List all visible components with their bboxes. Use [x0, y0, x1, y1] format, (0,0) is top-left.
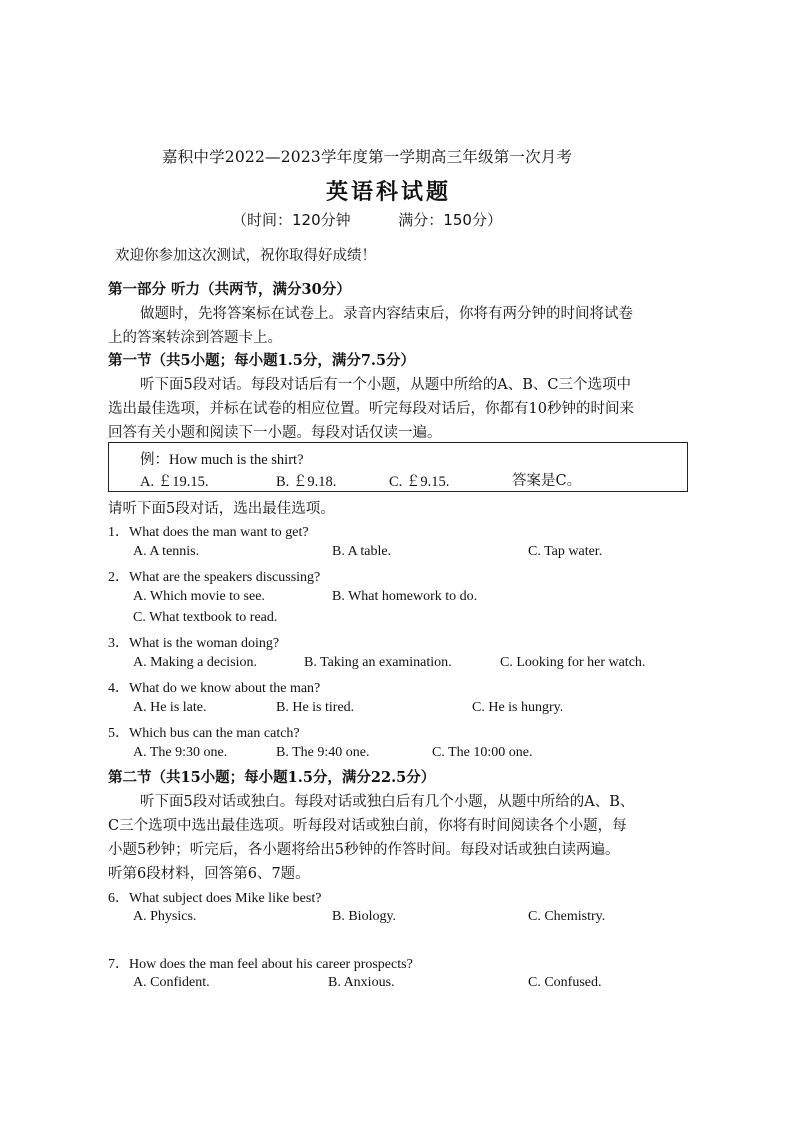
- option-c: C. Looking for her watch.: [500, 655, 646, 670]
- option-b: B. Anxious.: [328, 975, 395, 990]
- welcome-text: 欢迎你参加这次测试，祝你取得好成绩！: [115, 248, 376, 264]
- question-stem: 4．What do we know about the man?: [108, 681, 321, 696]
- question-stem: 2．What are the speakers discussing?: [108, 570, 321, 585]
- option-c: C. What textbook to read.: [133, 610, 278, 625]
- time-info: （时间：120分钟 满分：150分）: [232, 211, 502, 229]
- option-c: C. Tap water.: [528, 544, 603, 559]
- part1-instruction-line: 做题时，先将答案标在试卷上。录音内容结束后，你将有两分钟的时间将试卷: [140, 306, 633, 322]
- option-b: B. Taking an examination.: [304, 655, 452, 670]
- example-question: 例：How much is the shirt?: [140, 452, 304, 468]
- example-answer: 答案是C。: [512, 473, 582, 489]
- section1-instruction-line: 选出最佳选项，并标在试卷的相应位置。听完每段对话后，你都有10秒钟的时间来: [108, 401, 634, 417]
- question-stem: 7．How does the man feel about his career prospects?: [108, 957, 413, 972]
- example-option-c: C. ￡9.15.: [389, 474, 450, 490]
- option-a: A. A tennis.: [133, 544, 200, 559]
- section1-instruction-line: 回答有关小题和阅读下一小题。每段对话仅读一遍。: [108, 425, 442, 441]
- option-b: B. He is tired.: [276, 700, 355, 715]
- option-c: C. Confused.: [528, 975, 602, 990]
- section2-instruction-line: 小题5秒钟；听完后，各小题将给出5秒钟的作答时间。每段对话或独白读两遍。: [108, 842, 620, 858]
- option-a: A. Confident.: [133, 975, 210, 990]
- option-b: B. A table.: [332, 544, 392, 559]
- question-stem: 5．Which bus can the man catch?: [108, 726, 300, 741]
- option-b: B. Biology.: [332, 909, 397, 924]
- listen-prompt: 请听下面5段对话，选出最佳选项。: [108, 501, 335, 517]
- question-stem: 1．What does the man want to get?: [108, 525, 309, 540]
- example-option-b: B. ￡9.18.: [276, 474, 337, 490]
- school-title: 嘉积中学2022—2023学年度第一学期高三年级第一次月考: [162, 148, 573, 166]
- section1-heading: 第一节（共5小题；每小题1.5分，满分7.5分）: [108, 352, 416, 369]
- option-a: A. Which movie to see.: [133, 589, 265, 604]
- material-prompt: 听第6段材料，回答第6、7题。: [108, 866, 310, 882]
- section2-instruction-line: 听下面5段对话或独白。每段对话或独白后有几个小题，从题中所给的A、B、: [140, 794, 635, 810]
- part1-heading: 第一部分 听力（共两节，满分30分）: [108, 281, 351, 298]
- section2-instruction-line: C三个选项中选出最佳选项。听每段对话或独白前，你将有时间阅读各个小题，每: [108, 818, 627, 834]
- option-a: A. He is late.: [133, 700, 207, 715]
- question-stem: 3．What is the woman doing?: [108, 636, 280, 651]
- option-b: B. What homework to do.: [332, 589, 478, 604]
- option-c: C. He is hungry.: [472, 700, 564, 715]
- option-a: A. Physics.: [133, 909, 197, 924]
- section1-instruction-line: 听下面5段对话。每段对话后有一个小题，从题中所给的A、B、C三个选项中: [140, 377, 631, 393]
- option-b: B. The 9:40 one.: [276, 745, 370, 760]
- part1-instruction-line: 上的答案转涂到答题卡上。: [108, 330, 282, 346]
- option-c: C. Chemistry.: [528, 909, 606, 924]
- option-a: A. The 9:30 one.: [133, 745, 228, 760]
- question-stem: 6．What subject does Mike like best?: [108, 891, 322, 906]
- example-option-a: A. ￡19.15.: [140, 474, 209, 490]
- section2-heading: 第二节（共15小题；每小题1.5分，满分22.5分）: [108, 769, 436, 786]
- option-a: A. Making a decision.: [133, 655, 258, 670]
- subject-title: 英语科试题: [326, 179, 452, 205]
- option-c: C. The 10:00 one.: [432, 745, 533, 760]
